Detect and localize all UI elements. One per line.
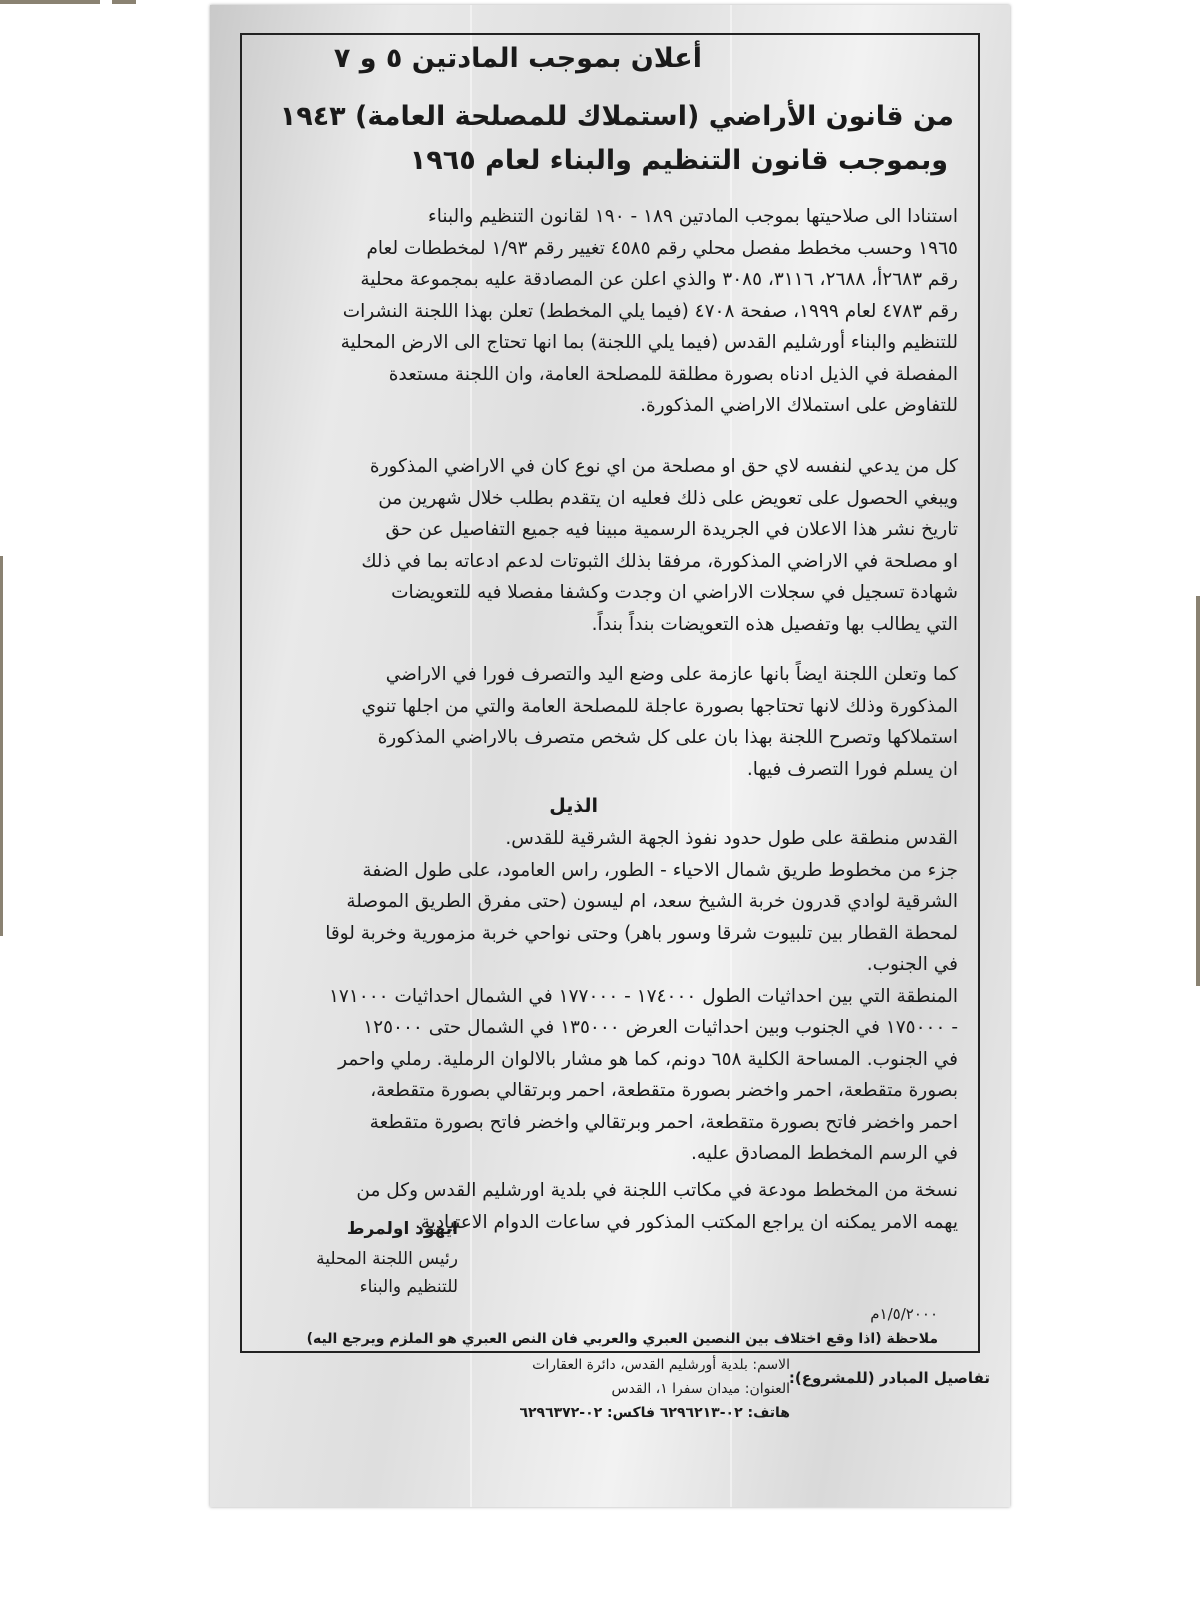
initiator-address: العنوان: ميدان سفرا ١، القدس	[611, 1381, 790, 1397]
paragraph-claims	[361, 451, 958, 640]
text-line: التي يطالب بها وتفصيل هذه التعويضات بنداً بنداً.	[591, 613, 958, 635]
text-line: رقم ٢٦٨٣أ، ٢٦٨٨، ٣١١٦، ٣٠٨٥ والذي اعلن عن المصادقة عليه بمجموعة محلية	[360, 269, 958, 290]
text-line: شهادة تسجيل في سجلات الاراضي ان وجدت وكشفا مفصلا فيه للتعويضات	[391, 582, 958, 603]
text-line: للتفاوض على استملاك الاراضي المذكورة.	[640, 395, 958, 416]
notice-title-line3: وبموجب قانون التنظيم والبناء لعام ١٩٦٥	[409, 145, 948, 176]
signatory-name: ايهود اولمرط	[346, 1219, 458, 1239]
text-line: في الرسم المخطط المصادق عليه.	[690, 1143, 958, 1164]
paragraph-authority	[341, 201, 958, 422]
text-line: - ١٧٥٠٠٠ في الجنوب وبين احداثيات العرض ١٣٥٠٠٠ في الشمال حتى ١٢٥٠٠٠	[363, 1017, 958, 1038]
text-line: المنطقة التي بين احداثيات الطول ١٧٤٠٠٠ - ١٧٧٠٠٠ في الشمال احداثيات ١٧١٠٠٠	[328, 985, 958, 1007]
initiator-label: تفاصيل المبادر (للمشروع):	[788, 1369, 990, 1387]
language-note: ملاحظة (اذا وقع اختلاف بين النصين العبري والعربي فان النص العبري هو الملزم ويرجع اليه)	[306, 1331, 938, 1347]
left-edge-mark	[0, 556, 3, 936]
notice-title-line2: من قانون الأراضي (استملاك للمصلحة العامة) ١٩٤٣	[279, 101, 954, 132]
text-line: يهمه الامر يمكنه ان يراجع المكتب المذكور في ساعات الدوام الاعتيادية.	[414, 1211, 958, 1233]
text-line: لمحطة القطار بين تلبيوت شرقا وسور باهر) وحتى نواحي خربة مزمورية وخربة لوقا	[325, 922, 958, 944]
text-line: القدس منطقة على طول حدود نفوذ الجهة الشرقية للقدس.	[505, 828, 958, 849]
text-line: كل من يدعي لنفسه لاي حق او مصلحة من اي نوع كان في الاراضي المذكورة	[369, 456, 958, 477]
right-edge-mark	[1196, 596, 1200, 986]
top-left-edge-mark	[0, 0, 100, 4]
text-line: ١٩٦٥ وحسب مخطط مفصل محلي رقم ٤٥٨٥ تغيير رقم ١/٩٣ لمخططات لعام	[366, 237, 958, 259]
signatory-title: رئيس اللجنة المحلية	[316, 1249, 458, 1269]
text-line: المذكورة وذلك لانها تحتاجها بصورة عاجلة للمصلحة العامة والتي من اجلها تنوي	[361, 695, 958, 717]
initiator-name: الاسم: بلدية أورشليم القدس، دائرة العقارات	[532, 1357, 790, 1373]
text-line: الشرقية لوادي قدرون خربة الشيخ سعد، ام ليسون (حتى مفرق الطريق الموصلة	[346, 891, 958, 912]
text-line: كما وتعلن اللجنة ايضاً بانها عازمة على وضع اليد والتصرف فورا في الاراضي	[385, 664, 958, 685]
appendix-heading: الذيل	[549, 795, 598, 817]
signatory-title: للتنظيم والبناء	[359, 1277, 458, 1297]
notice-date: ١/٥/٢٠٠٠م	[870, 1305, 938, 1323]
notice-frame	[240, 33, 980, 1353]
paragraph-possession	[361, 659, 958, 785]
top-edge-mark	[112, 0, 136, 4]
text-line: للتنظيم والبناء أورشليم القدس (فيما يلي اللجنة) بما انها تحتاج الى الارض المحلية	[340, 332, 958, 353]
text-line: في الجنوب. المساحة الكلية ٦٥٨ دونم، كما هو مشار بالالوان الرملية. رملي واحمر	[338, 1048, 958, 1070]
text-line: استنادا الى صلاحيتها بموجب المادتين ١٨٩ - ١٩٠ لقانون التنظيم والبناء	[428, 206, 958, 227]
text-line: احمر واخضر فاتح بصورة متقطعة، احمر وبرتقالي واخضر فاتح بصورة متقطعة	[369, 1111, 958, 1133]
initiator-phone: هاتف: ٠٢-٦٢٩٦٢١٣ فاكس: ٠٢-٦٢٩٦٣٧٢	[519, 1405, 790, 1421]
notice-title-line1: أعلان بموجب المادتين ٥ و ٧	[333, 43, 702, 74]
newspaper-clipping	[210, 5, 1010, 1507]
text-line: ان يسلم فورا التصرف فيها.	[746, 758, 958, 780]
text-line: او مصلحة في الاراضي المذكورة، مرفقا بذلك الثبوتات لدعم ادعاته بما في ذلك	[361, 550, 958, 572]
text-line: تاريخ نشر هذا الاعلان في الجريدة الرسمية مبينا فيه جميع التفاصيل عن حق	[385, 519, 958, 540]
text-line: بصورة متقطعة، احمر واخضر بصورة متقطعة، احمر وبرتقالي بصورة متقطعة،	[370, 1080, 958, 1101]
text-line: ويبغي الحصول على تعويض على ذلك فعليه ان يتقدم بطلب خلال شهرين من	[378, 487, 958, 509]
paragraph-appendix	[325, 823, 958, 1170]
text-line: نسخة من المخطط مودعة في مكاتب اللجنة في بلدية اورشليم القدس وكل من	[356, 1180, 958, 1201]
text-line: المفصلة في الذيل ادناه بصورة مطلقة للمصلحة العامة، وان اللجنة مستعدة	[388, 363, 958, 385]
text-line: رقم ٤٧٨٣ لعام ١٩٩٩، صفحة ٤٧٠٨ (فيما يلي المخطط) تعلن بهذا اللجنة النشرات	[342, 300, 958, 322]
text-line: في الجنوب.	[866, 954, 958, 975]
text-line: جزء من مخطوط طريق شمال الاحياء - الطور، راس العامود، على طول الضفة	[362, 859, 958, 881]
text-line: استملاكها وتصرح اللجنة بهذا بان على كل شخص متصرف بالاراضي المذكورة	[377, 727, 958, 748]
